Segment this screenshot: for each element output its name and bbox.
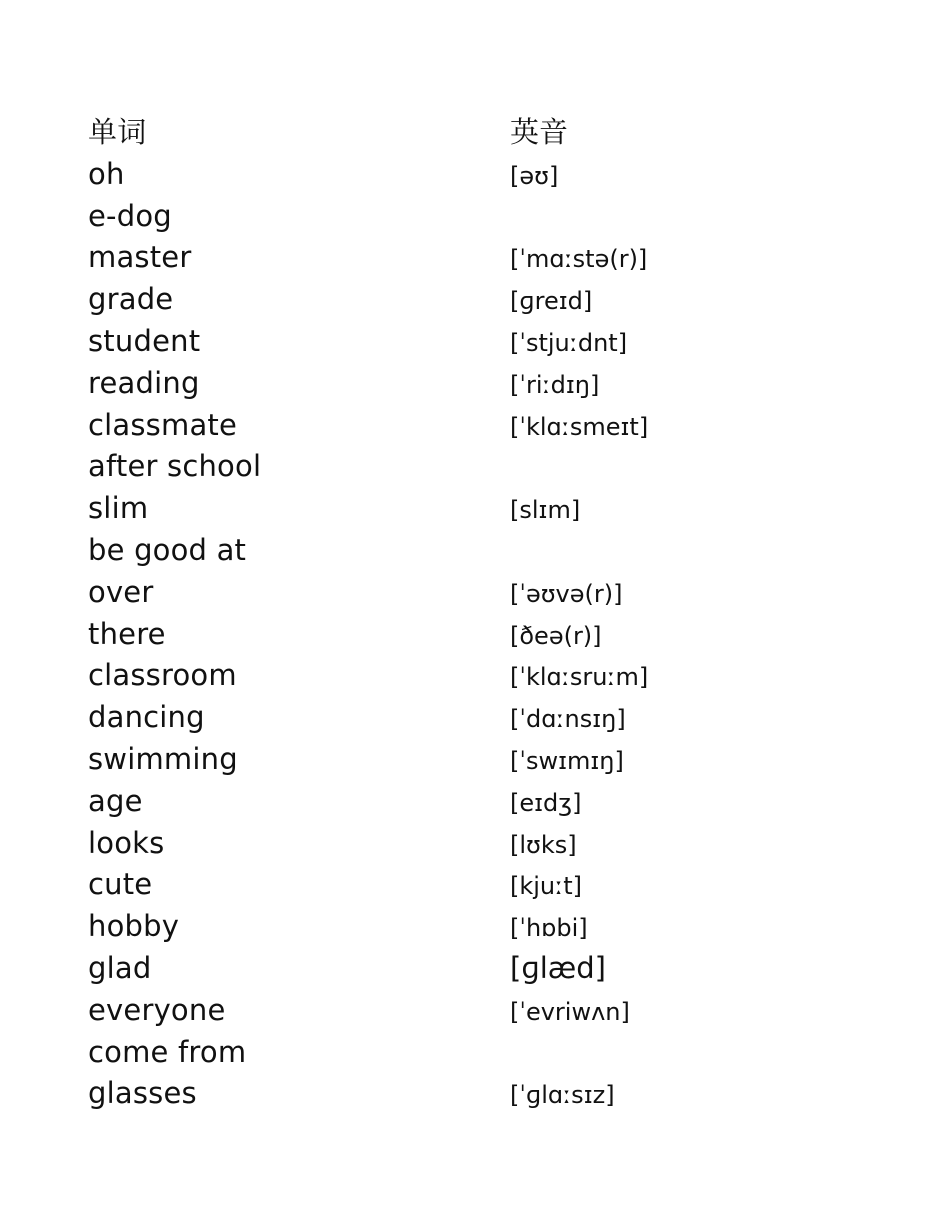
table-row	[88, 530, 868, 572]
vocab-ipa: [lʊks]	[510, 830, 577, 859]
table-row	[88, 697, 868, 739]
vocab-word: classmate	[88, 407, 238, 442]
table-row	[88, 405, 868, 447]
vocab-ipa: [ɡlæd]	[510, 950, 606, 985]
table-row	[88, 864, 868, 906]
table-row	[88, 781, 868, 823]
vocab-word: master	[88, 240, 192, 275]
table-row	[88, 154, 868, 196]
vocab-ipa: [ˈswɪmɪŋ]	[510, 746, 624, 775]
vocab-ipa: [ˈklɑːsmeɪt]	[510, 412, 649, 441]
vocab-word: grade	[88, 282, 174, 317]
vocab-ipa: [ɡreɪd]	[510, 287, 593, 316]
table-row	[88, 990, 868, 1032]
table-row	[88, 906, 868, 948]
table-row	[88, 655, 868, 697]
vocab-word: hobby	[88, 909, 180, 944]
table-row	[88, 321, 868, 363]
vocab-ipa: [ˈɡlɑːsɪz]	[510, 1081, 615, 1110]
vocab-ipa: [ˈəʊvə(r)]	[510, 579, 623, 608]
table-header	[88, 112, 868, 154]
table-row	[88, 1032, 868, 1074]
vocab-ipa: [ˈmɑːstə(r)]	[510, 245, 648, 274]
vocab-word: over	[88, 574, 154, 609]
vocabulary-table	[88, 112, 868, 1115]
vocab-ipa: [kjuːt]	[510, 872, 582, 901]
vocab-ipa: [ˈdɑːnsɪŋ]	[510, 705, 626, 734]
vocab-word: swimming	[88, 741, 238, 776]
vocab-word: dancing	[88, 700, 205, 735]
vocab-word: be good at	[88, 532, 247, 567]
vocab-ipa: [ðeə(r)]	[510, 621, 602, 650]
vocab-ipa: [eɪdʒ]	[510, 788, 582, 817]
vocab-word: glad	[88, 950, 152, 985]
table-row	[88, 614, 868, 656]
table-row	[88, 1073, 868, 1115]
table-row	[88, 237, 868, 279]
vocab-word: come from	[88, 1034, 247, 1069]
vocab-word: student	[88, 323, 201, 358]
vocab-ipa: [ˈstjuːdnt]	[510, 328, 628, 357]
vocab-ipa: [ˈevriwʌn]	[510, 997, 630, 1026]
vocab-ipa: [ˈriːdɪŋ]	[510, 370, 600, 399]
vocab-ipa: [ˈhɒbi]	[510, 914, 588, 943]
table-row	[88, 823, 868, 865]
table-row	[88, 572, 868, 614]
vocab-word: cute	[88, 867, 153, 902]
vocab-word: looks	[88, 825, 165, 860]
vocab-ipa: [slɪm]	[510, 496, 581, 525]
vocab-ipa: [əʊ]	[510, 161, 559, 190]
vocab-word: oh	[88, 156, 125, 191]
table-row	[88, 446, 868, 488]
ipa-column-header: 英音	[510, 115, 569, 149]
table-row	[88, 739, 868, 781]
vocab-word: slim	[88, 491, 149, 526]
word-column-header: 单词	[88, 115, 147, 149]
vocab-word: classroom	[88, 658, 237, 693]
table-row	[88, 196, 868, 238]
vocab-word: everyone	[88, 992, 226, 1027]
vocab-word: after school	[88, 449, 262, 484]
vocab-word: e-dog	[88, 198, 172, 233]
vocab-word: age	[88, 783, 143, 818]
table-row	[88, 363, 868, 405]
vocab-word: there	[88, 616, 166, 651]
vocab-ipa: [ˈklɑːsruːm]	[510, 663, 649, 692]
table-row	[88, 948, 868, 990]
vocab-word: reading	[88, 365, 200, 400]
table-row	[88, 279, 868, 321]
vocab-word: glasses	[88, 1076, 197, 1111]
table-row	[88, 488, 868, 530]
